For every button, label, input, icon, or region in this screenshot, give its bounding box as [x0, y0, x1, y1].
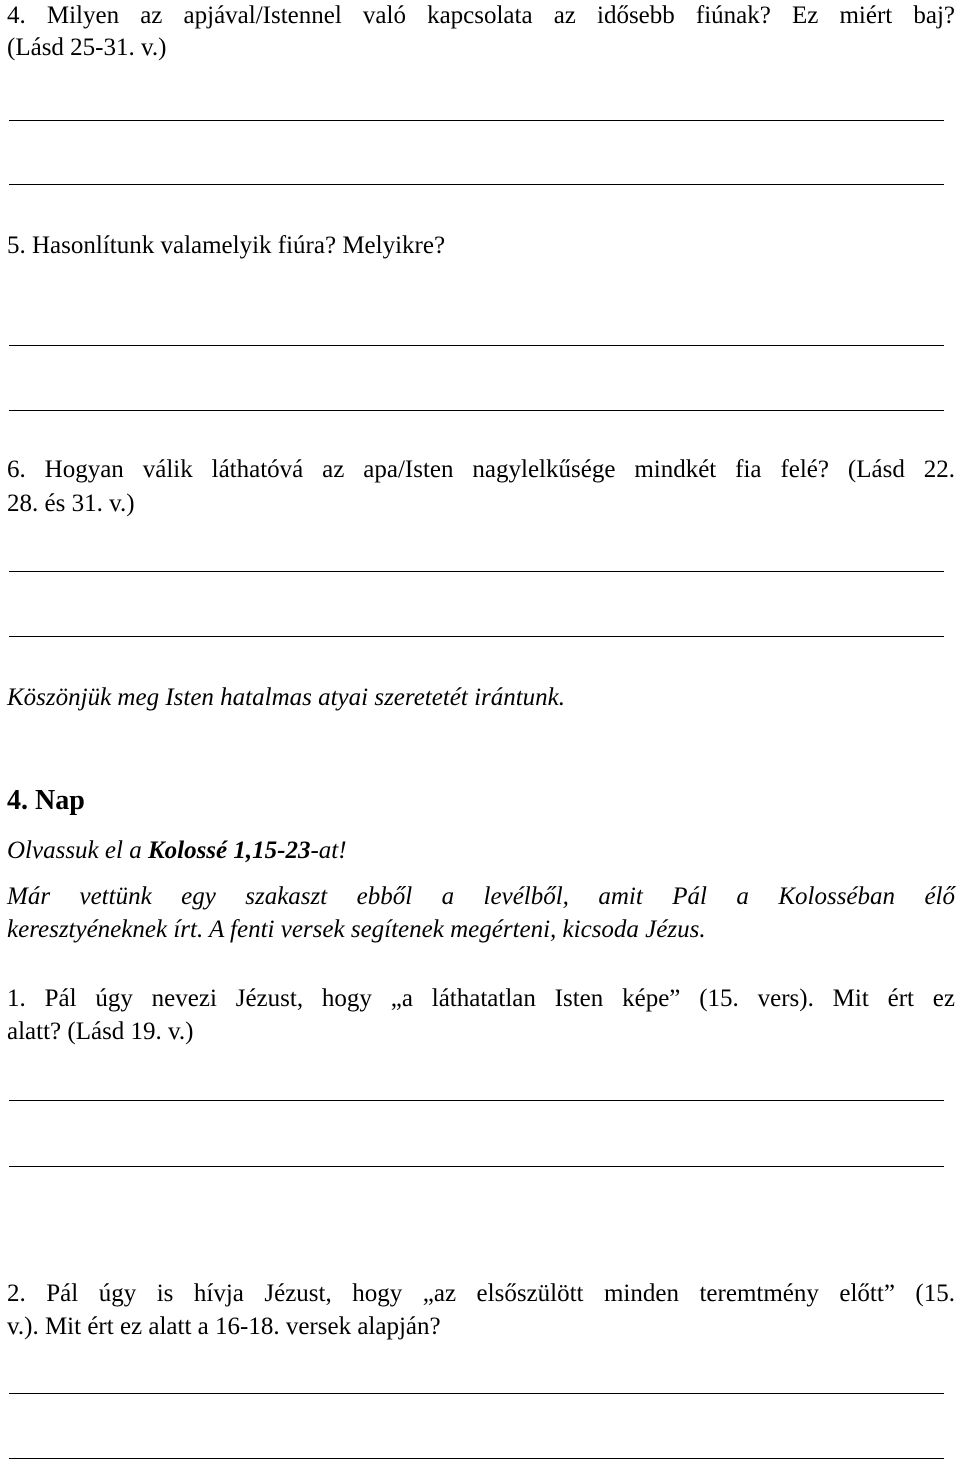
answer-line[interactable] — [9, 1100, 944, 1101]
day4-question-1-line-1: 1. Pál úgy nevezi Jézust, hogy „a láthatatlan Isten képe” (15. vers). Mit ért ez — [7, 985, 955, 1012]
reading-suffix: -at! — [310, 837, 347, 864]
question-5: 5. Hasonlítunk valamelyik fiúra? Melyikre? — [7, 232, 446, 259]
reading-prefix: Olvassuk el a — [7, 837, 148, 864]
reading-reference: Kolossé 1,15-23 — [147, 837, 311, 864]
answer-line[interactable] — [9, 120, 944, 121]
question-4-line-2: (Lásd 25-31. v.) — [7, 34, 167, 61]
day4-question-2-line-2: v.). Mit ért ez alatt a 16-18. versek alapján? — [7, 1313, 441, 1340]
day4-question-2-line-1: 2. Pál úgy is hívja Jézust, hogy „az elsőszülött minden teremtmény előtt” (15. — [7, 1280, 955, 1307]
question-6-line-2: 28. és 31. v.) — [7, 490, 135, 517]
question-4-line-1: 4. Milyen az apjával/Istennel való kapcsolata az idősebb fiúnak? Ez miért baj? — [7, 2, 955, 29]
answer-line[interactable] — [9, 571, 944, 572]
answer-line[interactable] — [9, 410, 944, 411]
day4-question-1-line-2: alatt? (Lásd 19. v.) — [7, 1018, 194, 1045]
answer-line[interactable] — [9, 1458, 944, 1459]
intro-line-1: Már vettünk egy szakaszt ebből a levélből, amit Pál a Kolosséban élő — [7, 883, 955, 910]
answer-line[interactable] — [9, 1393, 944, 1394]
day-heading: 4. Nap — [7, 785, 85, 816]
question-6-line-1: 6. Hogyan válik láthatóvá az apa/Isten nagylelkűsége mindkét fia felé? (Lásd 22. — [7, 456, 955, 483]
answer-line[interactable] — [9, 184, 944, 185]
answer-line[interactable] — [9, 1166, 944, 1167]
reading-instruction — [7, 835, 347, 867]
intro-line-2: keresztyéneknek írt. A fenti versek segítenek megérteni, kicsoda Jézus. — [7, 916, 706, 943]
answer-line[interactable] — [9, 345, 944, 346]
answer-line[interactable] — [9, 636, 944, 637]
closing-prayer: Köszönjük meg Isten hatalmas atyai szeretetét irántunk. — [7, 684, 566, 711]
